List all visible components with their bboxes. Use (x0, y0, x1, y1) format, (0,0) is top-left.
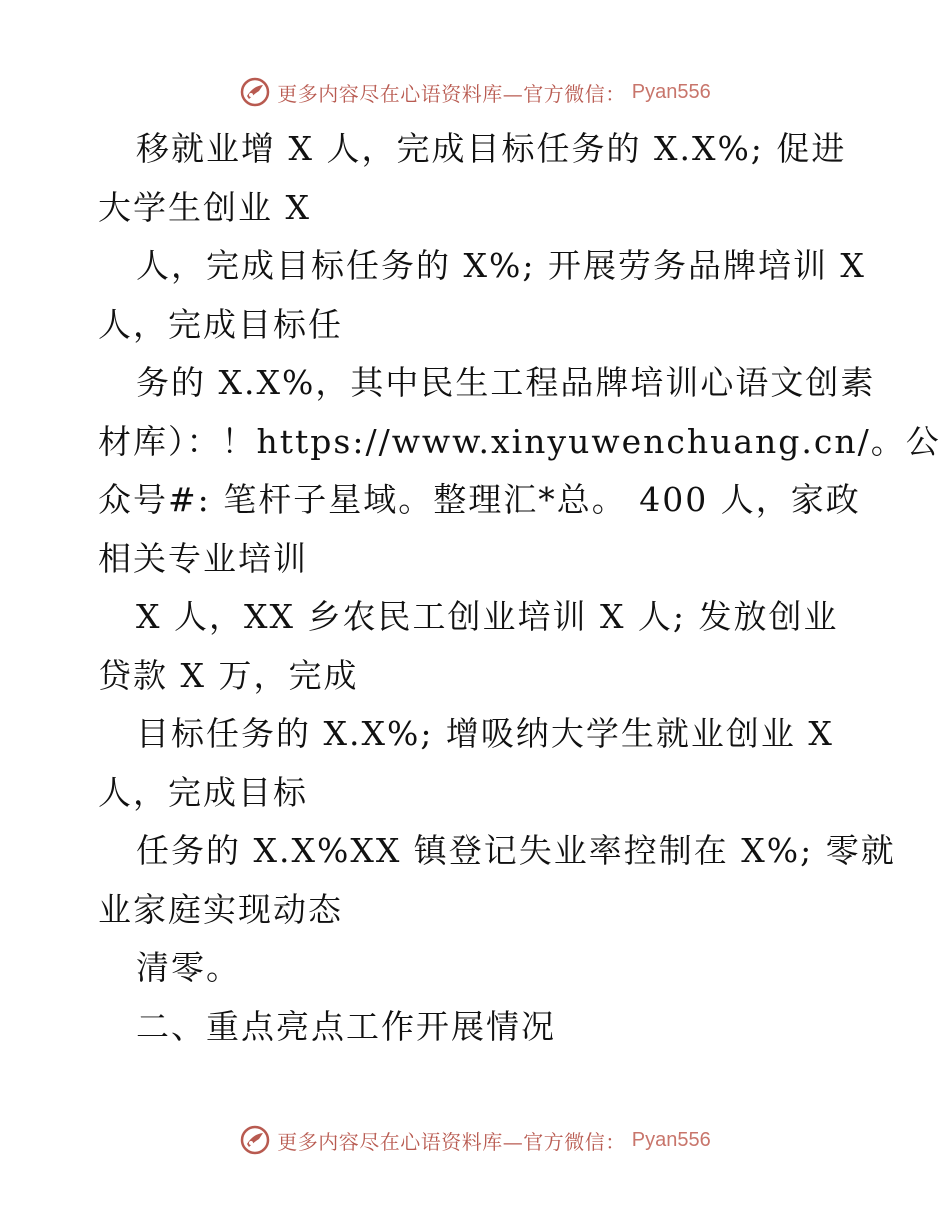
text-line: 清零。 (136, 948, 241, 987)
watermark-wechat-id: Pyan556 (631, 80, 711, 103)
text-line: 业家庭实现动态 (98, 889, 343, 929)
text-line: 目标任务的 X.X%; 增吸纳大学生就业创业 X (136, 714, 834, 753)
text-line: 大学生创业 X (98, 187, 311, 227)
text-line: 任务的 X.X%XX 镇登记失业率控制在 X%; 零就 (136, 831, 896, 870)
text-line: X 人，XX 乡农民工创业培训 X 人; 发放创业 (136, 597, 839, 636)
watermark-logo-icon (239, 1124, 271, 1156)
watermark-text: 更多内容尽在心语资料库—官方微信： (277, 1129, 626, 1154)
text-line: 二、重点亮点工作开展情况 (136, 1006, 556, 1046)
header-watermark (0, 70, 950, 114)
text-line: 务的 X.X%，其中民生工程品牌培训心语文创素 (136, 363, 876, 402)
watermark-wechat-id: Pyan556 (631, 1128, 711, 1151)
document-body (98, 120, 941, 1056)
watermark-text: 更多内容尽在心语资料库—官方微信： (277, 81, 626, 106)
text-line: 人，完成目标 (98, 772, 308, 812)
text-line: 贷款 X 万，完成 (98, 655, 359, 695)
text-line: 材库）：！https://www.xinyuwenchuang.cn/。公 (98, 421, 941, 461)
text-line: 移就业增 X 人，完成目标任务的 X.X%; 促进 (136, 129, 847, 168)
text-line: 众号#: 笔杆子星域。整理汇*总。 400 人，家政 (98, 480, 861, 519)
watermark-logo-icon (239, 76, 271, 108)
footer-watermark (0, 1118, 950, 1162)
text-line: 人，完成目标任务的 X%; 开展劳务品牌培训 X (136, 246, 866, 285)
text-line: 相关专业培训 (98, 538, 308, 578)
text-line: 人，完成目标任 (98, 304, 343, 344)
